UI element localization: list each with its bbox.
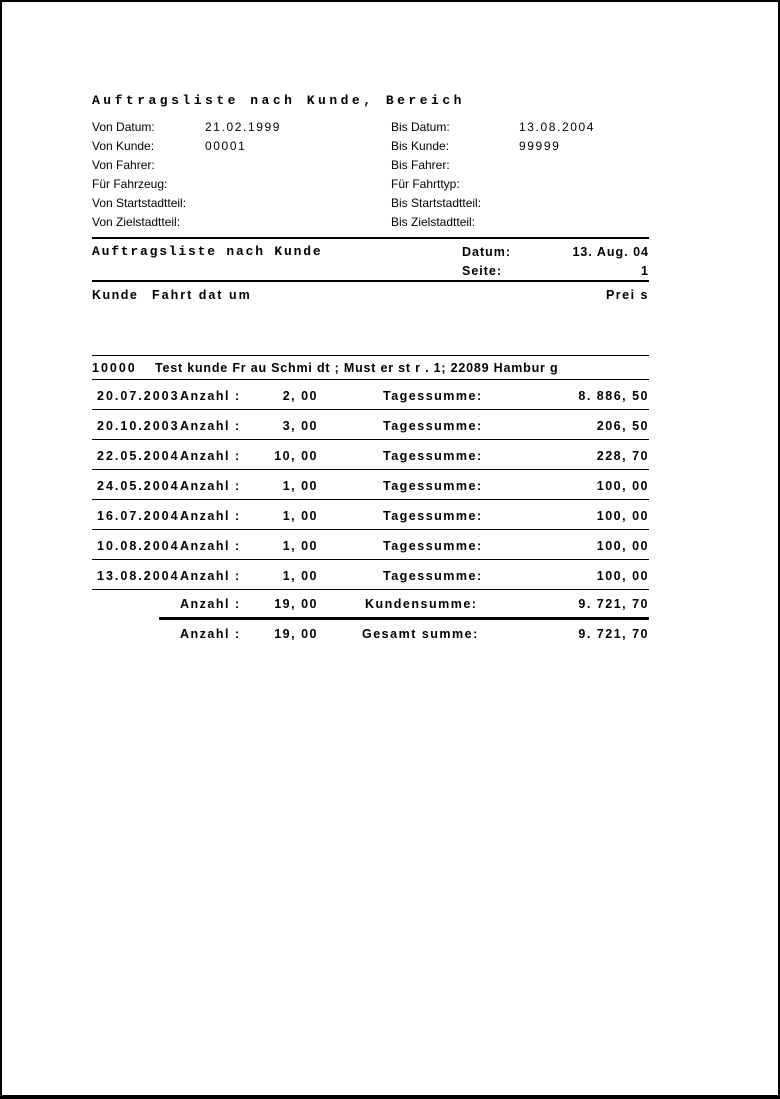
- filter-label: Bis Zielstadtteil:: [391, 215, 476, 229]
- fahrtdatum-cell: 13.08.2004: [97, 569, 180, 583]
- divider: [92, 409, 649, 410]
- tagessumme-label: Tagessumme:: [383, 539, 483, 553]
- kundensumme-value: 9. 721, 70: [578, 597, 649, 611]
- customer-header-row: [0, 361, 780, 377]
- divider: [92, 499, 649, 500]
- report-title: Auftragsliste nach Kunde, Bereich: [92, 93, 465, 108]
- filter-row: [0, 158, 780, 174]
- date-value: 13. Aug. 04: [572, 245, 649, 259]
- divider: [92, 280, 649, 282]
- anzahl-label: Anzahl :: [180, 597, 241, 611]
- filter-row: [0, 177, 780, 193]
- gesamtsumme-label: Gesamt summe:: [362, 627, 479, 641]
- table-row: [0, 509, 780, 525]
- filter-label: Bis Kunde:: [391, 139, 450, 153]
- divider: [92, 559, 649, 560]
- anzahl-total: 19, 00: [274, 597, 318, 611]
- preis-value: 100, 00: [596, 509, 649, 523]
- tagessumme-label: Tagessumme:: [383, 569, 483, 583]
- anzahl-total: 19, 00: [274, 627, 318, 641]
- page-number-value: 1: [641, 264, 649, 278]
- anzahl-label: Anzahl :: [180, 389, 241, 403]
- anzahl-label: Anzahl :: [180, 419, 241, 433]
- customer-number: 10000: [92, 361, 137, 375]
- table-row: [0, 389, 780, 405]
- divider: [92, 379, 649, 380]
- filter-label: Bis Fahrer:: [391, 158, 450, 172]
- table-row: [0, 419, 780, 435]
- filter-label: Von Kunde:: [92, 139, 155, 153]
- kundensumme-label: Kundensumme:: [365, 597, 478, 611]
- fahrtdatum-cell: 20.07.2003: [97, 389, 180, 403]
- anzahl-value: 1, 00: [282, 539, 318, 553]
- gesamtsumme-value: 9. 721, 70: [578, 627, 649, 641]
- filter-label: Für Fahrzeug:: [92, 177, 168, 191]
- filter-value: 13.08.2004: [519, 120, 596, 134]
- anzahl-value: 3, 00: [282, 419, 318, 433]
- filter-label: Von Fahrer:: [92, 158, 155, 172]
- divider: [92, 529, 649, 530]
- anzahl-value: 1, 00: [282, 569, 318, 583]
- filter-label: Bis Startstadtteil:: [391, 196, 482, 210]
- anzahl-label: Anzahl :: [180, 627, 241, 641]
- date-label: Datum:: [462, 245, 512, 259]
- total-divider: [159, 617, 649, 620]
- anzahl-label: Anzahl :: [180, 479, 241, 493]
- anzahl-value: 1, 00: [282, 509, 318, 523]
- preis-value: 228, 70: [596, 449, 649, 463]
- band-title: Auftragsliste nach Kunde: [92, 244, 323, 259]
- anzahl-label: Anzahl :: [180, 449, 241, 463]
- divider: [92, 589, 649, 590]
- table-row: [0, 449, 780, 465]
- column-header-preis: Prei s: [605, 288, 649, 302]
- fahrtdatum-cell: 16.07.2004: [97, 509, 180, 523]
- column-header-fahrtdatum: Fahrt dat um: [152, 288, 252, 302]
- filter-label: Von Datum:: [92, 120, 155, 134]
- tagessumme-label: Tagessumme:: [383, 449, 483, 463]
- filter-label: Von Startstadtteil:: [92, 196, 187, 210]
- divider: [92, 355, 649, 356]
- anzahl-label: Anzahl :: [180, 539, 241, 553]
- fahrtdatum-cell: 10.08.2004: [97, 539, 180, 553]
- page-number-label: Seite:: [462, 264, 503, 278]
- filter-value: 99999: [519, 139, 561, 153]
- tagessumme-label: Tagessumme:: [383, 389, 483, 403]
- preis-value: 100, 00: [596, 539, 649, 553]
- anzahl-value: 10, 00: [274, 449, 318, 463]
- preis-value: 100, 00: [596, 479, 649, 493]
- filter-row: [0, 120, 780, 136]
- filter-label: Für Fahrttyp:: [391, 177, 460, 191]
- tagessumme-label: Tagessumme:: [383, 479, 483, 493]
- column-header-kunde: Kunde: [92, 288, 139, 302]
- fahrtdatum-cell: 20.10.2003: [97, 419, 180, 433]
- preis-value: 100, 00: [596, 569, 649, 583]
- tagessumme-label: Tagessumme:: [383, 509, 483, 523]
- table-row: [0, 539, 780, 555]
- customer-total-row: [0, 597, 780, 613]
- fahrtdatum-cell: 22.05.2004: [97, 449, 180, 463]
- divider: [92, 469, 649, 470]
- tagessumme-label: Tagessumme:: [383, 419, 483, 433]
- table-row: [0, 479, 780, 495]
- fahrtdatum-cell: 24.05.2004: [97, 479, 180, 493]
- grand-total-row: [0, 627, 780, 643]
- anzahl-value: 2, 00: [282, 389, 318, 403]
- preis-value: 8. 886, 50: [578, 389, 649, 403]
- divider: [92, 237, 649, 239]
- table-row: [0, 569, 780, 585]
- anzahl-value: 1, 00: [282, 479, 318, 493]
- filter-value: 00001: [205, 139, 247, 153]
- filter-label: Bis Datum:: [391, 120, 450, 134]
- column-header-row: [0, 288, 780, 304]
- anzahl-label: Anzahl :: [180, 569, 241, 583]
- customer-name: Test kunde Fr au Schmi dt ; Must er st r . 1; 22089 Hambur g: [155, 361, 559, 375]
- filter-value: 21.02.1999: [205, 120, 282, 134]
- filter-row: [0, 139, 780, 155]
- divider: [92, 439, 649, 440]
- filter-row: [0, 196, 780, 212]
- filter-row: [0, 215, 780, 231]
- preis-value: 206, 50: [596, 419, 649, 433]
- filter-label: Von Zielstadtteil:: [92, 215, 181, 229]
- anzahl-label: Anzahl :: [180, 509, 241, 523]
